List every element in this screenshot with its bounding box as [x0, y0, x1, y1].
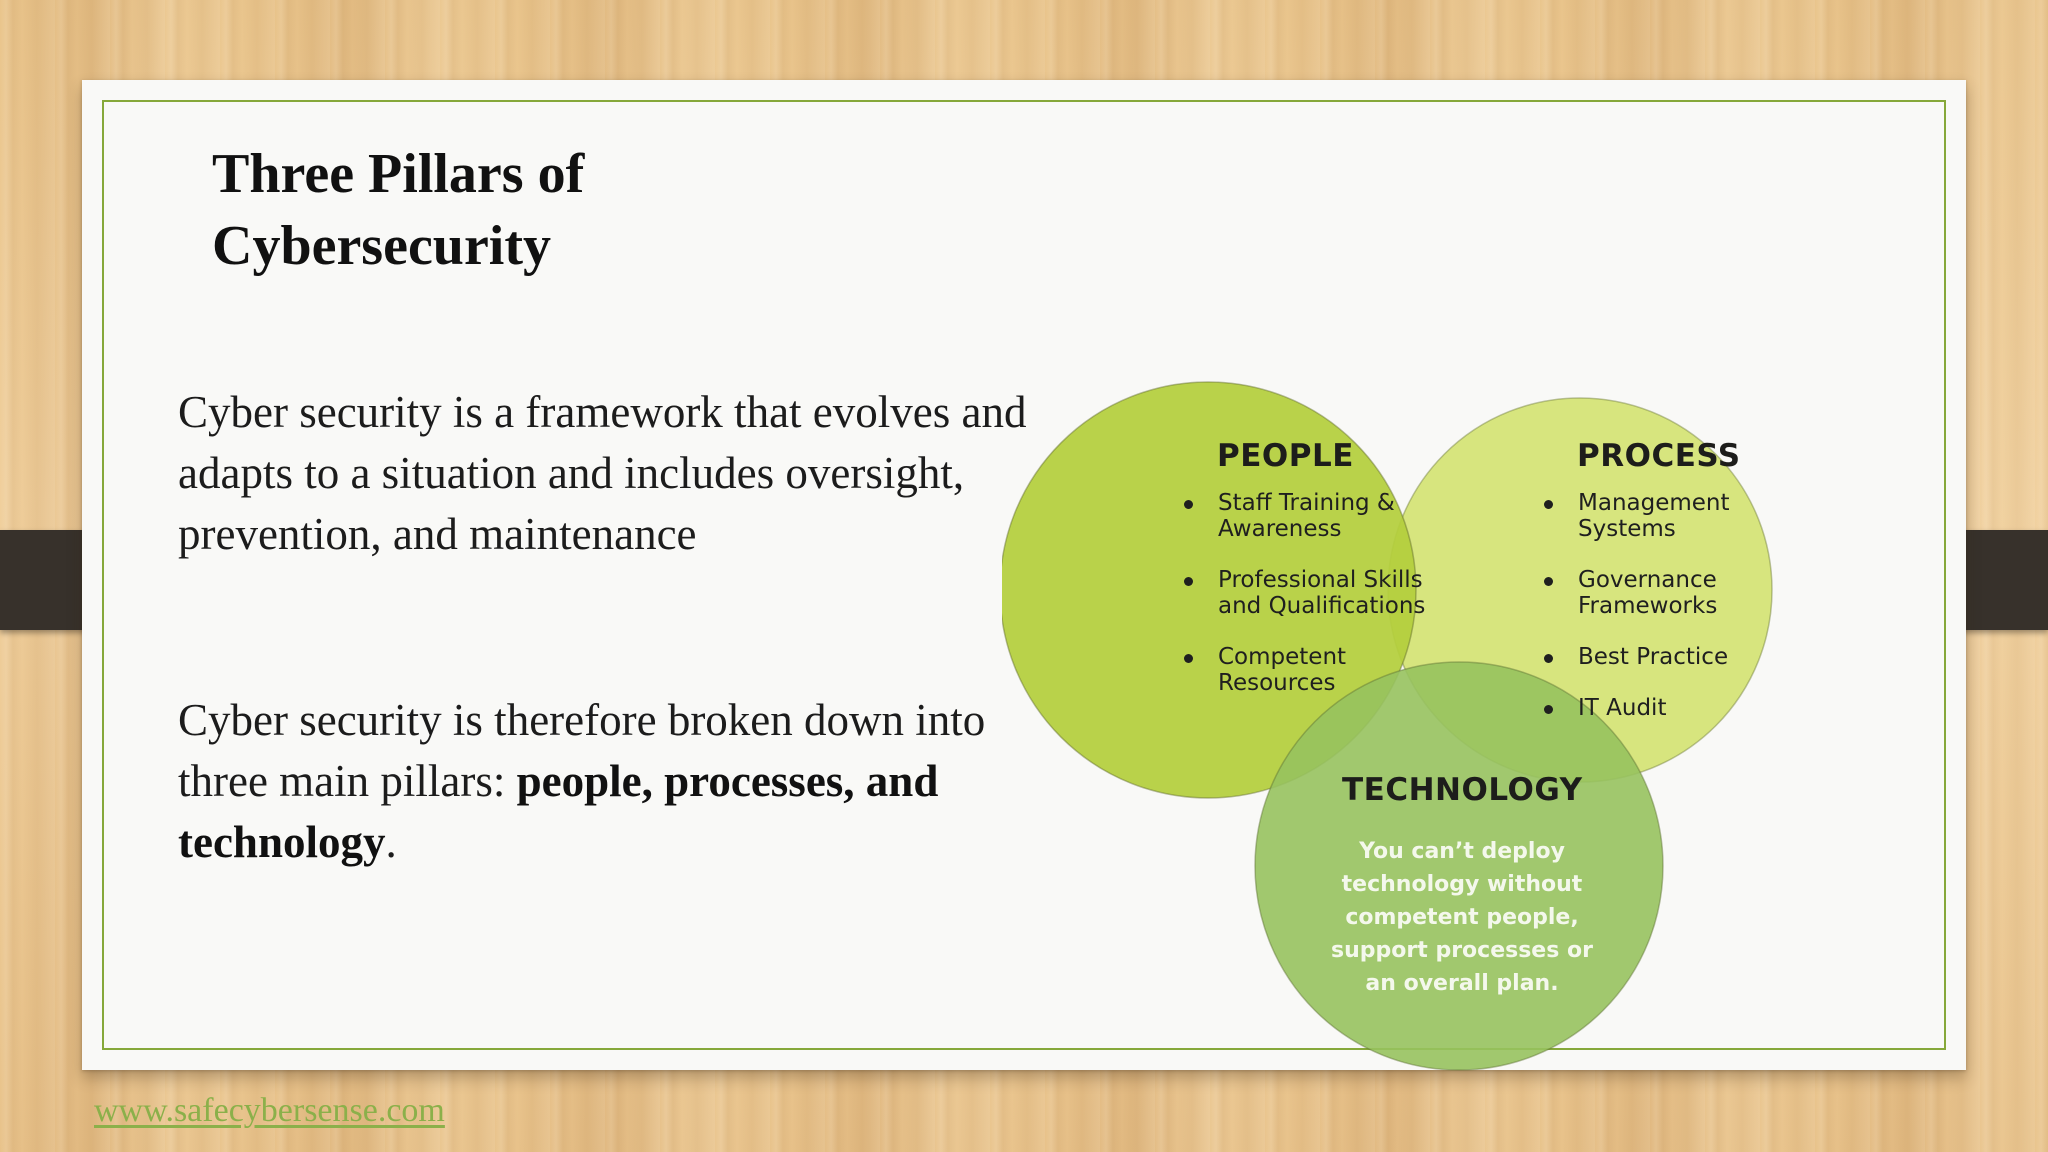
- process-list: [1542, 490, 1792, 746]
- people-item: Staff Training & Awareness: [1182, 490, 1432, 542]
- people-item: Professional Skills and Qualifications: [1182, 567, 1432, 619]
- website-link[interactable]: www.safecybersense.com: [94, 1092, 445, 1129]
- process-heading: PROCESS: [1577, 438, 1741, 474]
- process-item: Governance Frameworks: [1542, 567, 1792, 619]
- slide-title: Three Pillars of Cybersecurity: [212, 143, 585, 277]
- pillars-paragraph-bold: people, processes, and technology: [178, 756, 939, 867]
- technology-heading: TECHNOLOGY: [1342, 772, 1583, 808]
- pillars-paragraph-tail: .: [385, 817, 397, 867]
- process-item: IT Audit: [1542, 695, 1792, 721]
- three-pillars-venn-diagram: [1002, 290, 1882, 1080]
- people-list: [1182, 490, 1432, 721]
- technology-description: You can’t deploy technology without competent people, support processes or an overall plan.: [1331, 839, 1593, 996]
- pillars-paragraph: [178, 690, 1038, 873]
- process-item: Best Practice: [1542, 644, 1792, 670]
- people-heading: PEOPLE: [1217, 438, 1354, 474]
- process-item: Management Systems: [1542, 490, 1792, 542]
- pillars-paragraph-lead: Cyber security is therefore broken down into three main pillars:: [178, 695, 986, 806]
- people-item: Competent Resources: [1182, 644, 1432, 696]
- slide-card: [82, 80, 1966, 1070]
- intro-paragraph: Cyber security is a framework that evolves and adapts to a situation and includes oversight, prevention, and maintenance: [178, 387, 1027, 559]
